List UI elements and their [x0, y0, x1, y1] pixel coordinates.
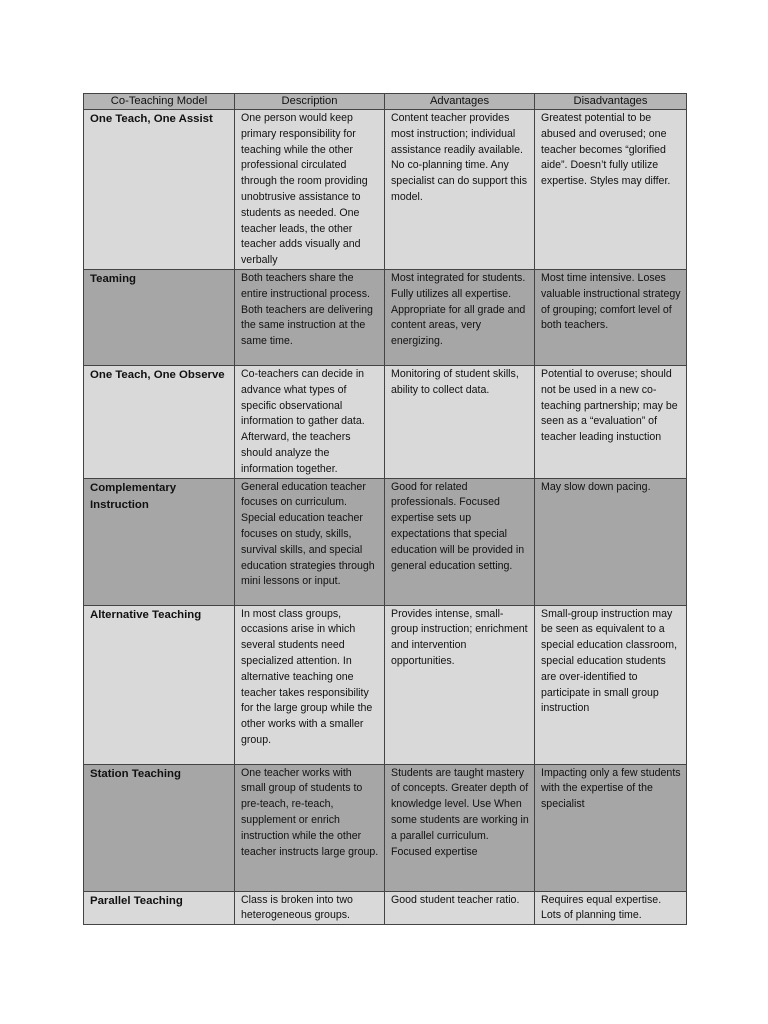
advantages-cell: Monitoring of student skills, ability to collect data.	[385, 366, 535, 479]
table-row	[84, 478, 687, 605]
disadvantages-cell: Potential to overuse; should not be used in a new co-teaching partnership; may be seen as a “evaluation” of teacher leading instuction	[535, 366, 687, 479]
disadvantages-cell: Impacting only a few students with the expertise of the specialist	[535, 764, 687, 891]
model-name-cell: Teaming	[84, 270, 235, 366]
disadvantages-cell: Most time intensive. Loses valuable instructional strategy of grouping; comfort level of both teachers.	[535, 270, 687, 366]
advantages-cell: Good student teacher ratio.	[385, 891, 535, 925]
description-cell: Class is broken into two heterogeneous groups.	[235, 891, 385, 925]
header-description: Description	[235, 94, 385, 110]
table-row	[84, 605, 687, 764]
description-cell: One teacher works with small group of students to pre-teach, re-teach, supplement or enrich instruction while the other teacher instructs large group.	[235, 764, 385, 891]
advantages-cell: Content teacher provides most instruction; individual assistance readily available. No co-planning time. Any specialist can do support this model.	[385, 110, 535, 270]
model-name-cell: Parallel Teaching	[84, 891, 235, 925]
table-row	[84, 366, 687, 479]
model-name-cell: Alternative Teaching	[84, 605, 235, 764]
table-header-row	[84, 94, 687, 110]
advantages-cell: Students are taught mastery of concepts. Greater depth of knowledge level. Use When some students are working in a parallel curriculum. Focused expertise	[385, 764, 535, 891]
model-name-cell: Station Teaching	[84, 764, 235, 891]
table-row	[84, 764, 687, 891]
model-name-cell: One Teach, One Assist	[84, 110, 235, 270]
description-cell: Co-teachers can decide in advance what types of specific observational information to gather data. Afterward, the teachers should analyze the information together.	[235, 366, 385, 479]
table-row	[84, 891, 687, 925]
description-cell: One person would keep primary responsibility for teaching while the other professional circulated through the room providing unobtrusive assistance to students as needed. One teacher leads, the other teacher adds visually and verbally	[235, 110, 385, 270]
header-disadvantages: Disadvantages	[535, 94, 687, 110]
header-co-teaching-model: Co-Teaching Model	[84, 94, 235, 110]
table-row	[84, 110, 687, 270]
advantages-cell: Good for related professionals. Focused expertise sets up expectations that special education will be provided in general education setting.	[385, 478, 535, 605]
disadvantages-cell: May slow down pacing.	[535, 478, 687, 605]
advantages-cell: Most integrated for students. Fully utilizes all expertise. Appropriate for all grade and content areas, very energizing.	[385, 270, 535, 366]
disadvantages-cell: Greatest potential to be abused and overused; one teacher becomes “glorified aide”. Doesn’t fully utilize expertise. Styles may differ.	[535, 110, 687, 270]
table-row	[84, 270, 687, 366]
description-cell: General education teacher focuses on curriculum. Special education teacher focuses on study, skills, survival skills, and special education strategies through mini lessons or input.	[235, 478, 385, 605]
co-teaching-models-table	[83, 93, 687, 925]
header-advantages: Advantages	[385, 94, 535, 110]
description-cell: In most class groups, occasions arise in which several students need specialized attention. In alternative teaching one teacher takes responsibility for the large group while the other works with a smaller group.	[235, 605, 385, 764]
disadvantages-cell: Small-group instruction may be seen as equivalent to a special education classroom, special education students are over-identified to participate in small group instruction	[535, 605, 687, 764]
advantages-cell: Provides intense, small-group instruction; enrichment and intervention opportunities.	[385, 605, 535, 764]
model-name-cell: Complementary Instruction	[84, 478, 235, 605]
model-name-cell: One Teach, One Observe	[84, 366, 235, 479]
description-cell: Both teachers share the entire instructional process. Both teachers are delivering the same instruction at the same time.	[235, 270, 385, 366]
disadvantages-cell: Requires equal expertise. Lots of planning time.	[535, 891, 687, 925]
